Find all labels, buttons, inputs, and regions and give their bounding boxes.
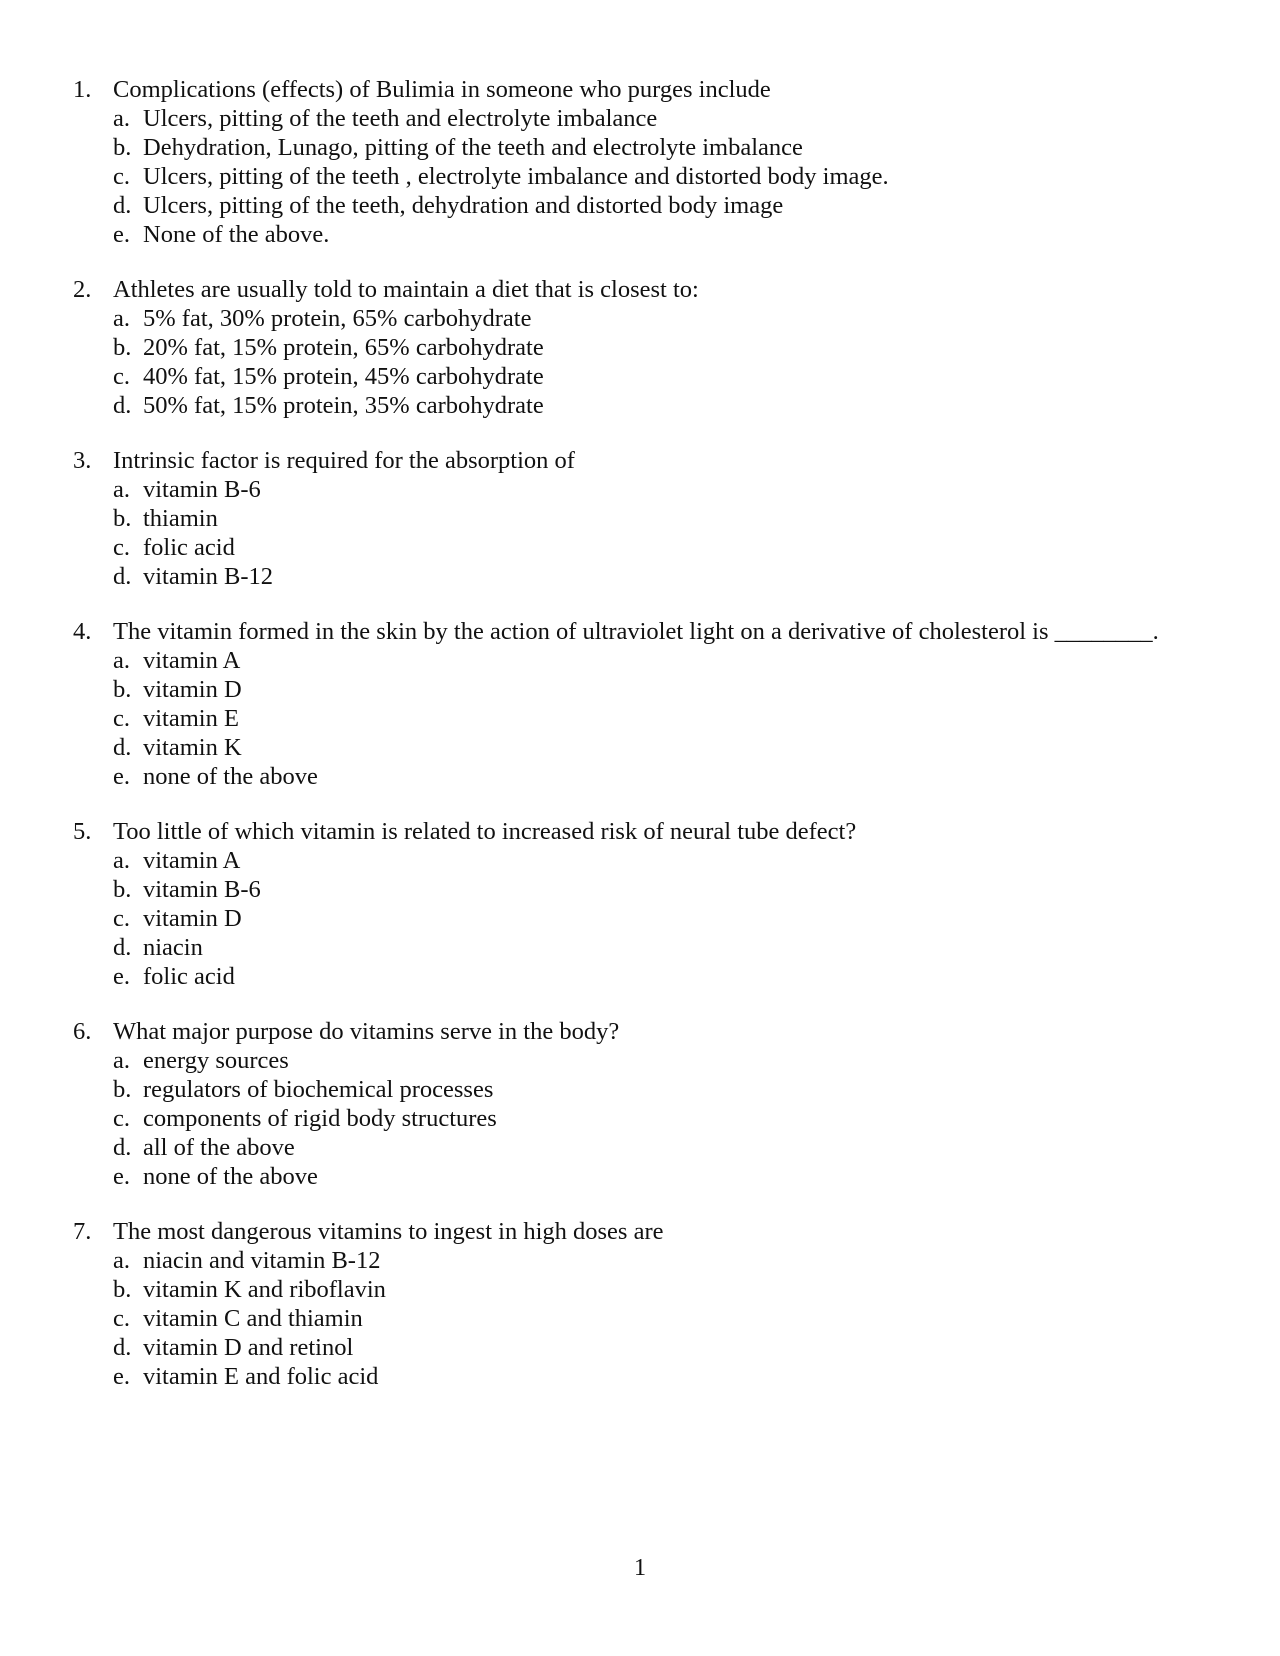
answer-option — [73, 475, 1213, 504]
option-letter: a. — [113, 647, 130, 674]
option-letter: d. — [113, 1134, 132, 1161]
question-number: 5. — [73, 818, 92, 845]
option-letter: a. — [113, 847, 130, 874]
option-letter: c. — [113, 1305, 130, 1332]
option-text: thiamin — [143, 505, 218, 532]
answer-option — [73, 904, 1213, 933]
answer-option — [73, 133, 1213, 162]
answer-option — [73, 1162, 1213, 1191]
question-text: The vitamin formed in the skin by the action of ultraviolet light on a derivative of cholesterol is ________. — [113, 618, 1159, 645]
question-5 — [73, 817, 1213, 991]
answer-option — [73, 646, 1213, 675]
question-stem — [73, 617, 1213, 646]
option-text: 20% fat, 15% protein, 65% carbohydrate — [143, 334, 544, 361]
option-letter: d. — [113, 734, 132, 761]
option-text: vitamin D — [143, 676, 242, 703]
option-text: all of the above — [143, 1134, 295, 1161]
option-letter: d. — [113, 1334, 132, 1361]
option-text: Ulcers, pitting of the teeth, dehydration and distorted body image — [143, 192, 784, 219]
option-letter: a. — [113, 305, 130, 332]
option-text: Dehydration, Lunago, pitting of the teeth and electrolyte imbalance — [143, 134, 803, 161]
question-stem — [73, 75, 1213, 104]
option-text: 50% fat, 15% protein, 35% carbohydrate — [143, 392, 544, 419]
option-text: folic acid — [143, 534, 235, 561]
question-text: Too little of which vitamin is related to increased risk of neural tube defect? — [113, 818, 857, 845]
question-text: What major purpose do vitamins serve in the body? — [113, 1018, 620, 1045]
option-text: None of the above. — [143, 221, 330, 248]
answer-option — [73, 504, 1213, 533]
answer-option — [73, 1104, 1213, 1133]
question-1 — [73, 75, 1213, 249]
option-text: folic acid — [143, 963, 235, 990]
answer-option — [73, 1333, 1213, 1362]
option-letter: c. — [113, 705, 130, 732]
option-letter: b. — [113, 134, 132, 161]
answer-option — [73, 1362, 1213, 1391]
option-text: niacin and vitamin B-12 — [143, 1247, 381, 1274]
question-7 — [73, 1217, 1213, 1391]
question-number: 7. — [73, 1218, 92, 1245]
option-letter: e. — [113, 763, 130, 790]
option-letter: d. — [113, 563, 132, 590]
answer-option — [73, 762, 1213, 791]
option-text: none of the above — [143, 763, 318, 790]
option-text: 40% fat, 15% protein, 45% carbohydrate — [143, 363, 544, 390]
option-text: none of the above — [143, 1163, 318, 1190]
answer-option — [73, 162, 1213, 191]
option-text: vitamin B-12 — [143, 563, 273, 590]
question-number: 1. — [73, 76, 92, 103]
answer-option — [73, 191, 1213, 220]
question-text: Complications (effects) of Bulimia in someone who purges include — [113, 76, 771, 103]
option-text: vitamin A — [143, 847, 241, 874]
option-text: vitamin E and folic acid — [143, 1363, 379, 1390]
option-text: vitamin D — [143, 905, 242, 932]
option-text: niacin — [143, 934, 203, 961]
option-letter: b. — [113, 676, 132, 703]
option-text: energy sources — [143, 1047, 289, 1074]
question-stem — [73, 1017, 1213, 1046]
option-text: vitamin D and retinol — [143, 1334, 354, 1361]
answer-option — [73, 391, 1213, 420]
answer-option — [73, 1133, 1213, 1162]
question-stem — [73, 1217, 1213, 1246]
option-letter: b. — [113, 334, 132, 361]
page-number: 1 — [633, 1554, 647, 1581]
question-number: 3. — [73, 447, 92, 474]
option-text: vitamin B-6 — [143, 476, 261, 503]
answer-option — [73, 875, 1213, 904]
option-letter: b. — [113, 1276, 132, 1303]
option-text: vitamin A — [143, 647, 241, 674]
answer-option — [73, 1304, 1213, 1333]
option-letter: d. — [113, 392, 132, 419]
option-letter: e. — [113, 1163, 130, 1190]
answer-option — [73, 333, 1213, 362]
answer-option — [73, 933, 1213, 962]
answer-option — [73, 362, 1213, 391]
option-letter: b. — [113, 876, 132, 903]
option-letter: a. — [113, 1247, 130, 1274]
option-letter: e. — [113, 221, 130, 248]
option-text: Ulcers, pitting of the teeth , electrolyte imbalance and distorted body image. — [143, 163, 889, 190]
answer-option — [73, 1246, 1213, 1275]
option-letter: a. — [113, 105, 130, 132]
option-text: 5% fat, 30% protein, 65% carbohydrate — [143, 305, 532, 332]
answer-option — [73, 704, 1213, 733]
option-letter: c. — [113, 1105, 130, 1132]
answer-option — [73, 1275, 1213, 1304]
option-text: Ulcers, pitting of the teeth and electrolyte imbalance — [143, 105, 658, 132]
answer-option — [73, 562, 1213, 591]
answer-option — [73, 962, 1213, 991]
question-number: 6. — [73, 1018, 92, 1045]
option-text: vitamin B-6 — [143, 876, 261, 903]
question-stem — [73, 446, 1213, 475]
option-letter: c. — [113, 363, 130, 390]
option-letter: d. — [113, 192, 132, 219]
option-letter: e. — [113, 963, 130, 990]
option-letter: d. — [113, 934, 132, 961]
answer-option — [73, 1075, 1213, 1104]
option-text: vitamin E — [143, 705, 239, 732]
answer-option — [73, 1046, 1213, 1075]
question-list — [73, 75, 1213, 1417]
answer-option — [73, 733, 1213, 762]
question-stem — [73, 275, 1213, 304]
option-text: vitamin C and thiamin — [143, 1305, 363, 1332]
answer-option — [73, 675, 1213, 704]
question-text: Athletes are usually told to maintain a diet that is closest to: — [113, 276, 699, 303]
question-text: The most dangerous vitamins to ingest in high doses are — [113, 1218, 664, 1245]
option-text: regulators of biochemical processes — [143, 1076, 494, 1103]
option-letter: e. — [113, 1363, 130, 1390]
option-letter: c. — [113, 163, 130, 190]
answer-option — [73, 304, 1213, 333]
answer-option — [73, 220, 1213, 249]
option-text: vitamin K and riboflavin — [143, 1276, 386, 1303]
question-text: Intrinsic factor is required for the absorption of — [113, 447, 575, 474]
answer-option — [73, 846, 1213, 875]
option-letter: b. — [113, 505, 132, 532]
option-letter: a. — [113, 1047, 130, 1074]
answer-option — [73, 533, 1213, 562]
option-letter: b. — [113, 1076, 132, 1103]
question-4 — [73, 617, 1213, 791]
question-2 — [73, 275, 1213, 420]
option-text: components of rigid body structures — [143, 1105, 497, 1132]
answer-option — [73, 104, 1213, 133]
question-3 — [73, 446, 1213, 591]
option-letter: c. — [113, 905, 130, 932]
question-number: 2. — [73, 276, 92, 303]
option-letter: a. — [113, 476, 130, 503]
option-text: vitamin K — [143, 734, 242, 761]
question-number: 4. — [73, 618, 92, 645]
question-6 — [73, 1017, 1213, 1191]
option-letter: c. — [113, 534, 130, 561]
question-stem — [73, 817, 1213, 846]
